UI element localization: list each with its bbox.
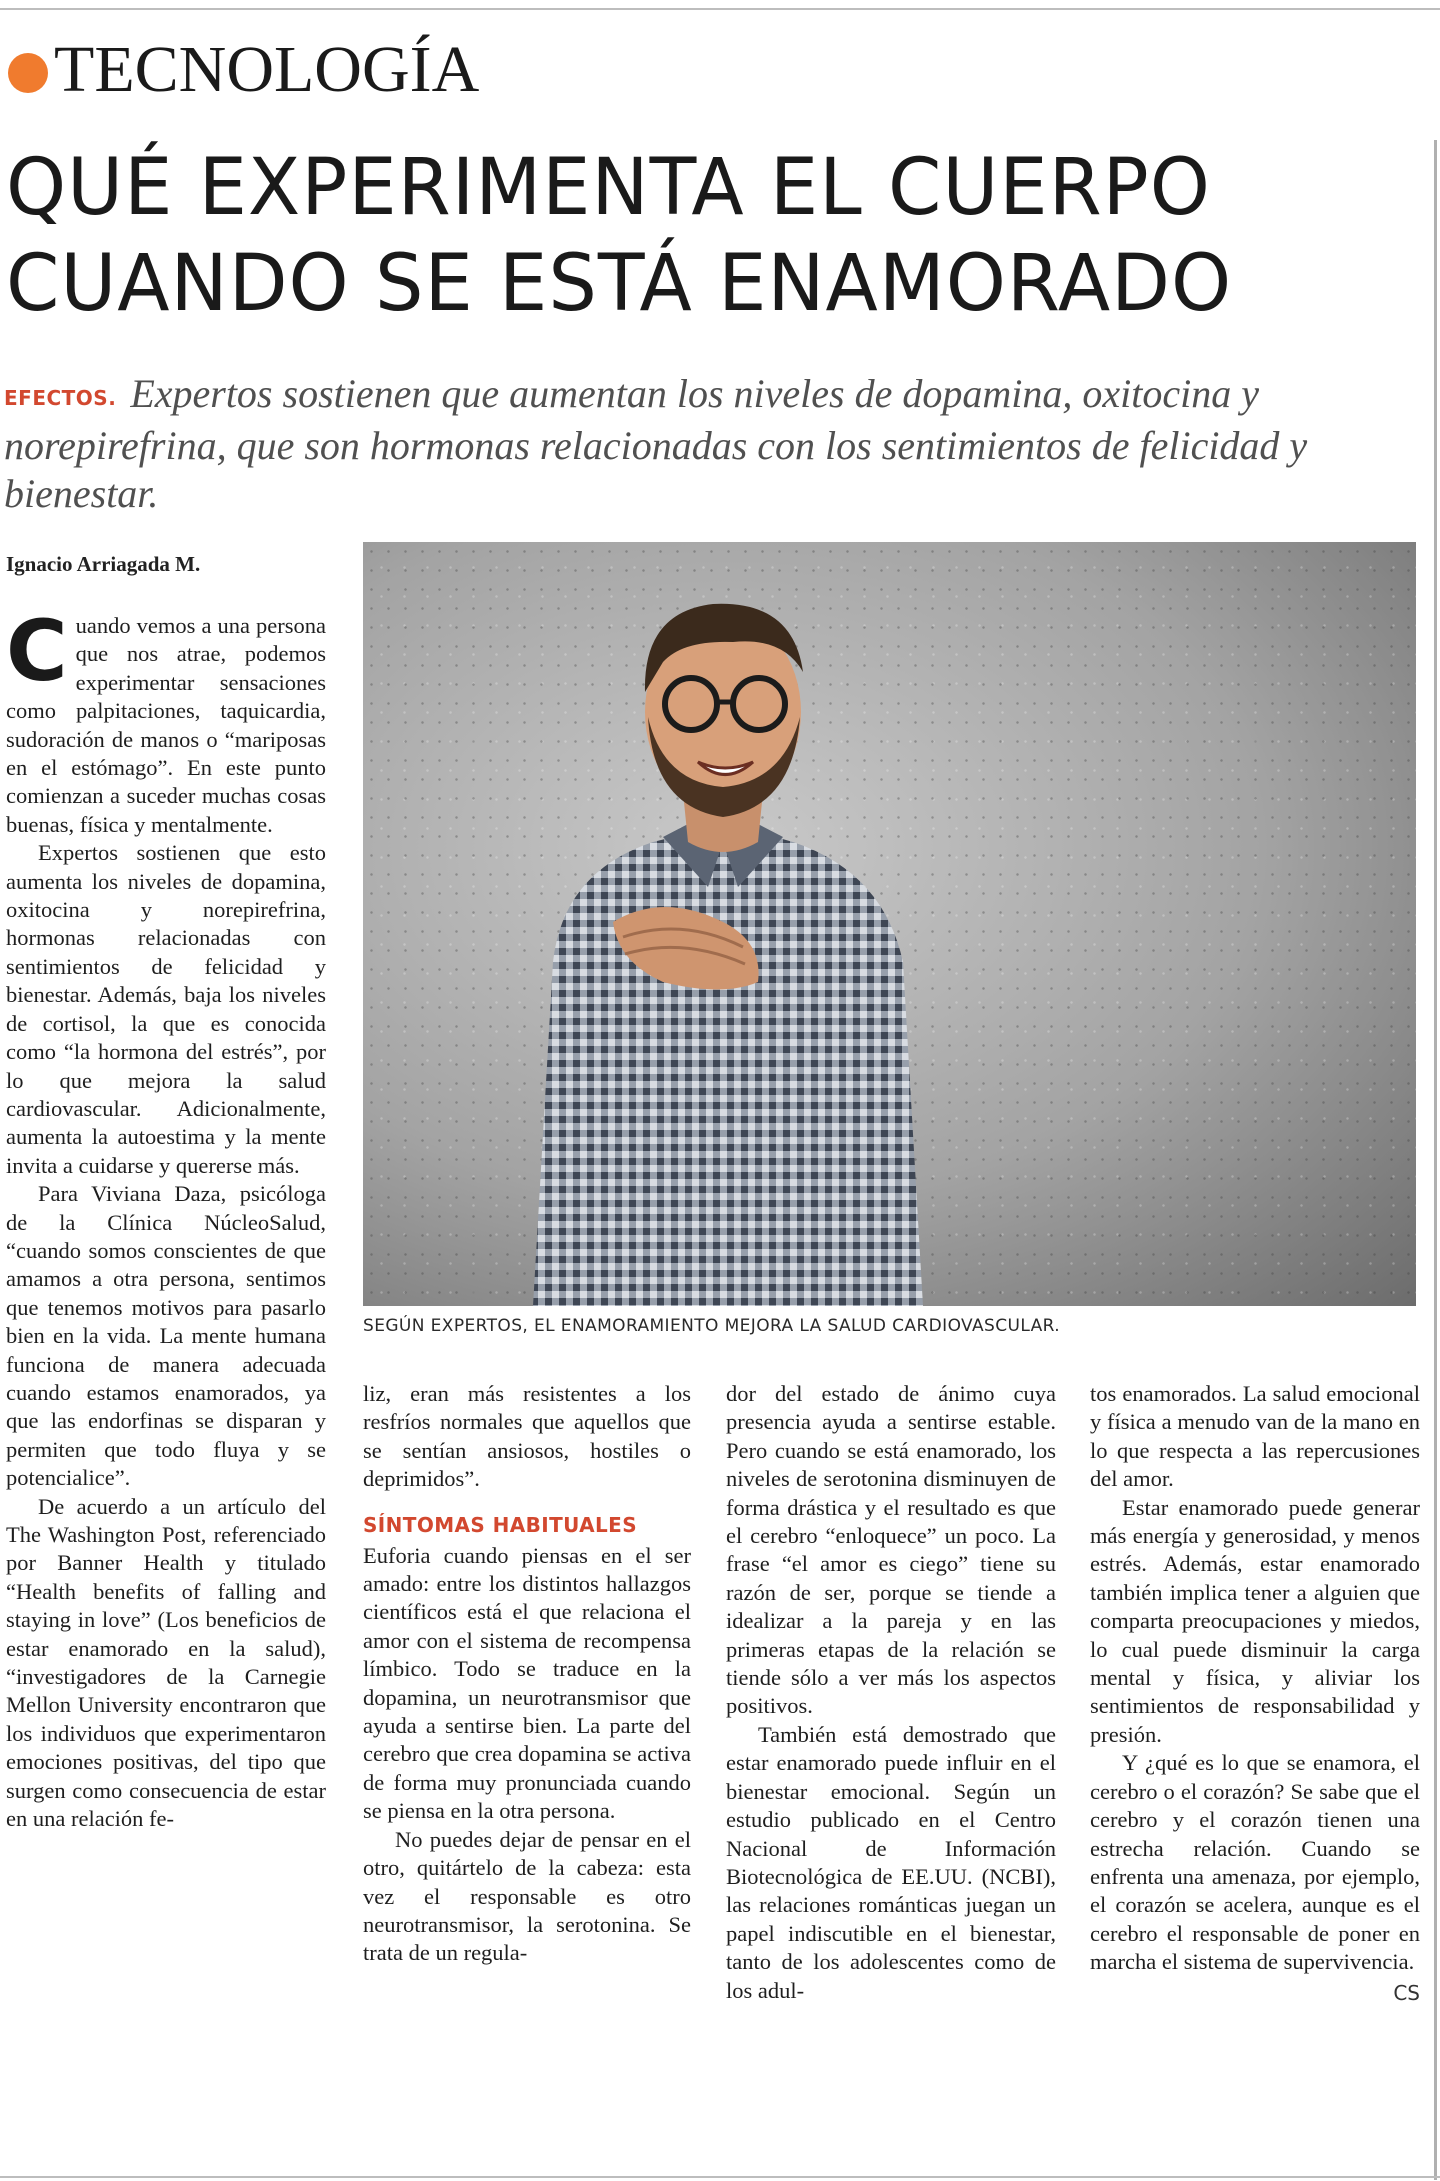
article-paragraph: Y ¿qué es lo que se enamora, el cerebro o el corazón? Se sabe que el cerebro y el corazón tienen una estrecha relación. Cuando se enfrenta una amenaza, por ejemplo, el corazón se acelera, aunque es el cerebro el responsable de poner en marcha el sistema de supervivencia. (1090, 1750, 1420, 1975)
man-in-love-illustration (363, 542, 1416, 1306)
article-paragraph: liz, eran más resistentes a los resfríos normales que aquellos que se sentían ansiosos, hostiles o deprimidos”. (363, 1381, 691, 1492)
article-paragraph: Expertos sostienen que esto aumenta los niveles de dopamina, oxitocina y norepirefrina, hormonas relacionadas con sentimientos de felicidad y bienestar. Además, baja los niveles de cortisol, la que es conocida como “la hormona del estrés”, por lo que mejora la salud cardiovascular. Adicionalmente, aumenta la autoestima y la mente invita a cuidarse y quererse más. (6, 840, 326, 1178)
headline-line-1: QUÉ EXPERIMENTA EL CUERPO (6, 143, 1211, 233)
article-photo (363, 542, 1416, 1306)
photo-caption: SEGÚN EXPERTOS, EL ENAMORAMIENTO MEJORA LA SALUD CARDIOVASCULAR. (363, 1316, 1061, 1336)
section-header (8, 30, 479, 110)
article-column-3 (726, 1380, 1056, 2005)
article-paragraph (6, 602, 326, 839)
byline: Ignacio Arriagada M. (6, 552, 201, 576)
deck-text: Expertos sostienen que aumentan los niveles de dopamina, oxitocina y norepirefrina, que son hormonas relacionadas con los sentimientos de felicidad y bienestar. (4, 371, 1308, 516)
article-paragraph: De acuerdo a un artículo del The Washington Post, referenciado por Banner Health y titulado “Health benefits of falling and staying in love” (Los beneficios de estar enamorado en la salud), “investigadores de la Carnegie Mellon University encontraron que los individuos que experimentaron emociones positivas, del tipo que surgen como consecuencia de estar en una relación fe- (6, 1493, 326, 1832)
article-column-1 (6, 602, 326, 1833)
headline (6, 140, 1398, 332)
article-paragraph: También está demostrado que estar enamorado puede influir en el bienestar emocional. Según un estudio publicado en el Centro Nacional de Información Biotecnológica de EE.UU. (NCBI), las relaciones románticas juegan un papel indiscutible en el bienestar, tanto de los adolescentes como de los adul- (726, 1721, 1056, 2003)
article-paragraph: tos enamorados. La salud emocional y física a menudo van de la mano en lo que respecta a las repercusiones del amor. (1090, 1381, 1420, 1492)
article-paragraph: dor del estado de ánimo cuya presencia ayuda a sentirse estable. Pero cuando se está enamorado, los niveles de serotonina disminuyen de forma drástica y el resultado es que el cerebro “enloquece” un poco. La frase “el amor es ciego” tiene su razón de ser, porque se tiende a idealizar a la pareja y en las primeras etapas de la relación se tiende sólo a ver más los aspectos positivos. (726, 1381, 1056, 1719)
bottom-rule (0, 2176, 1440, 2178)
right-rule (1434, 140, 1437, 2180)
end-mark-icon: CS (1393, 1980, 1420, 2005)
drop-cap: C (6, 602, 68, 700)
section-label: TECNOLOGÍA (54, 33, 480, 106)
headline-line-2: CUANDO SE ESTÁ ENAMORADO (6, 239, 1233, 329)
section-bullet-icon (8, 53, 48, 93)
paragraph-text: uando vemos a una persona que nos atrae, podemos experimentar sensaciones como palpitaciones, taquicardia, sudoración de manos o “mariposas en el estómago”. En este punto comienzan a suceder muchas cosas buenas, física y mentalmente. (6, 613, 326, 837)
article-paragraph: Euforia cuando piensas en el ser amado: entre los distintos hallazgos científicos está el que relaciona el amor con el sistema de recompensa límbico. Todo se traduce en la dopamina, un neurotransmisor que ayuda a sentirse bien. La parte del cerebro que crea dopamina se activa de forma muy pronunciada cuando se piensa en la otra persona. (363, 1542, 691, 1824)
subheading: SÍNTOMAS HABITUALES (363, 1512, 638, 1537)
article-paragraph: Para Viviana Daza, psicóloga de la Clínica NúcleoSalud, “cuando somos conscientes de que amamos a otra persona, sentimos que tenemos motivos para pasarlo bien en la vida. La mente humana funciona de manera adecuada cuando estamos enamorados, ya que las endorfinas se disparan y permiten que todo fluya y se potencialice”. (6, 1181, 326, 1491)
article-column-2 (363, 1380, 691, 1968)
top-rule (0, 8, 1440, 10)
deck (4, 370, 1424, 518)
article-paragraph: Estar enamorado puede generar más energía y generosidad, y menos estrés. Además, estar enamorado también implica tener a alguien que comparta preocupaciones y miedos, lo cual puede disminuir la carga mental y física, y aliviar los sentimientos de responsabilidad y presión. (1090, 1494, 1420, 1747)
deck-kicker: EFECTOS. (4, 386, 117, 410)
article-column-4 (1090, 1380, 1420, 2007)
article-paragraph: No puedes dejar de pensar en el otro, quitártelo de la cabeza: esta vez el responsable es otro neurotransmisor, la serotonina. Se trata de un regula- (363, 1826, 691, 1966)
